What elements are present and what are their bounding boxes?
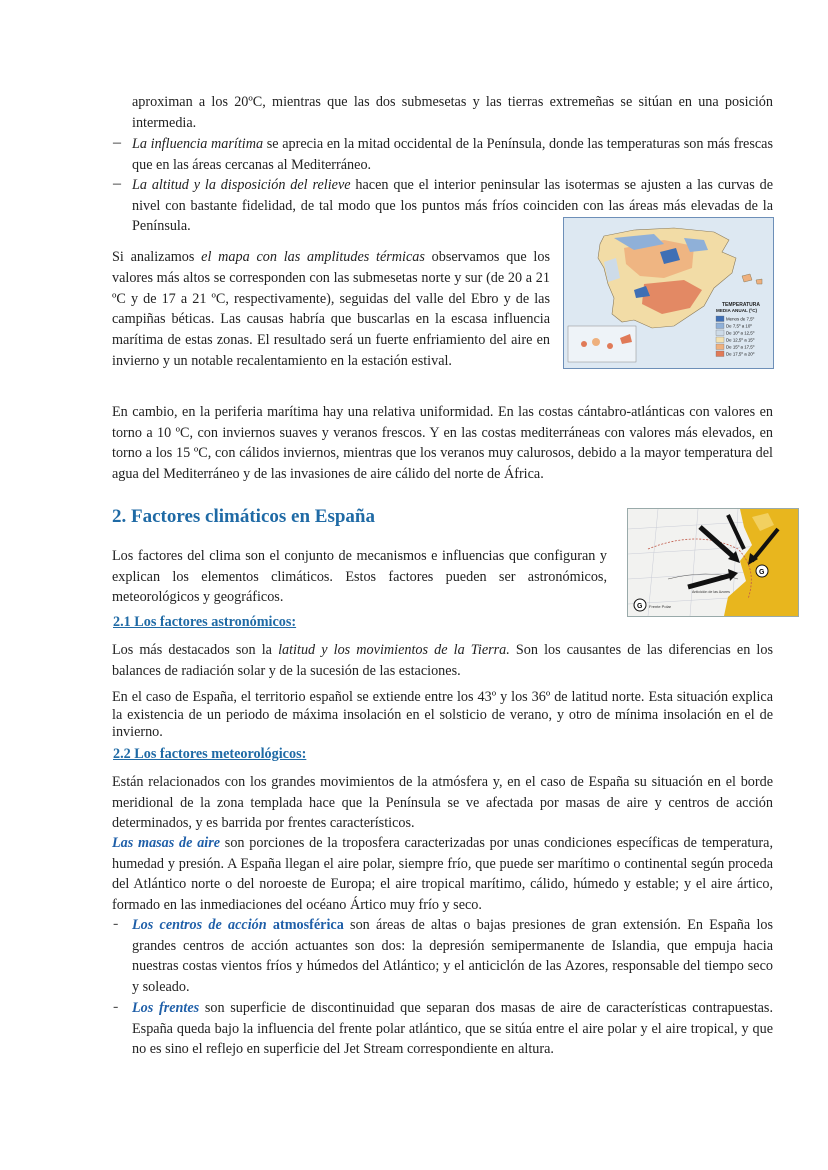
astro1-text-b: Son los causantes de las diferencias en los balances de radiación solar y de la sucesión de las estaciones. bbox=[112, 642, 773, 679]
legend-label: De 15º a 17,5º bbox=[726, 344, 755, 350]
bullet-hyphen: - bbox=[113, 998, 119, 1015]
legend-swatch bbox=[716, 323, 724, 329]
bullet-text: se aprecia en la mitad occidental de la Península, donde las temperaturas son más frescas que en las áreas cercanas al Mediterráneo. bbox=[132, 136, 773, 173]
centros-accion-term-suffix: atmosférica bbox=[266, 917, 344, 933]
masas-aire-paragraph bbox=[112, 833, 773, 915]
subheading-meteorologicos: 2.2 Los factores meteorológicos: bbox=[113, 746, 307, 762]
frentes-text: son superficie de discontinuidad que separan dos masas de aire de características contrapuestas. España queda bajo la influencia del frente polar atlántico, que se sitúa entre el aire polar y el aire tropical, y que no es sino el reflejo en superficie del Jet Stream correspondiente en altura. bbox=[132, 1000, 773, 1058]
temperature-map-figure bbox=[563, 217, 774, 369]
masas-aire-text: son porciones de la troposfera caracterizadas por unas condiciones específicas de temperatura, humedad y presión. A España llegan el aire polar, siempre frío, que puede ser marítimo o continental según proceda del Atlántico norte o del noroeste de Europa; el aire tropical marítimo, cálido, húmedo y estable; y el aire ártico, formado en las inmediaciones del océano Ártico muy frío y seco. bbox=[112, 835, 773, 913]
meteorologicos-paragraph bbox=[112, 772, 773, 834]
legend-label: Menos de 7,5º bbox=[726, 316, 755, 322]
bullet-centros-accion bbox=[113, 915, 773, 997]
legend-swatch bbox=[716, 330, 724, 336]
bullet-influencia-maritima bbox=[113, 134, 773, 175]
astro2-text: En el caso de España, el territorio español se extiende entre los 43º y los 36º de latitud norte. Esta situación explica la existencia de un periodo de máxima insolación en el solsticio de verano, y otro de mínima insolación en el de invierno. bbox=[112, 689, 773, 741]
section-heading-factores: 2. Factores climáticos en España bbox=[112, 506, 375, 527]
centros-accion-map bbox=[628, 509, 798, 616]
centros-accion-text: son áreas de altas o bajas presiones de gran extensión. En España los grandes centros de acción actuantes son dos: la depresión semipermanente de Islandia, que empuja hacia nuestras costas vientos fríos y húmedos del Atlántico; y el anticiclón de las Azores, responsable del tiempo seco y soleado. bbox=[132, 917, 774, 995]
astronomicos-paragraph-1 bbox=[112, 640, 773, 681]
fig2-marker-g: G bbox=[759, 569, 765, 576]
fig2-note: Frente Polar bbox=[649, 604, 672, 609]
legend-label: De 12,5º a 15º bbox=[726, 337, 755, 343]
factores-text: Los factores del clima son el conjunto de mecanismos e influencias que configuran y explican los elementos climáticos. Estos factores pueden ser astronómicos, meteorológicos y geográficos. bbox=[112, 548, 607, 606]
spain-temperature-map bbox=[564, 218, 773, 368]
amplitudes-emphasis: el mapa con las amplitudes térmicas bbox=[201, 249, 425, 265]
bullet-text: hacen que el interior peninsular las isotermas se ajusten a las curvas de nivel con bastante fidelidad, de tal modo que los puntos más fríos coinciden con las áreas más elevadas de la Península. bbox=[132, 177, 773, 235]
periferia-paragraph bbox=[112, 402, 773, 484]
legend-label: De 10º a 12,5º bbox=[726, 330, 755, 336]
legend-swatch bbox=[716, 337, 724, 343]
legend-label: De 7,5º a 10º bbox=[726, 323, 752, 329]
bullet-dash: – bbox=[113, 175, 121, 192]
bullet-hyphen: - bbox=[113, 915, 119, 932]
astro1-emphasis: latitud y los movimientos de la Tierra. bbox=[278, 642, 510, 658]
amplitudes-paragraph bbox=[112, 247, 550, 372]
bullet-emphasis: La influencia marítima bbox=[132, 136, 264, 152]
intro-continuation bbox=[132, 92, 773, 133]
centros-accion-term: Los centros de acción bbox=[132, 917, 267, 933]
meteo1-text: Están relacionados con los grandes movimientos de la atmósfera y, en el caso de España su situación en el borde meridional de la zona templada hace que la Península se ve afectada por masas de aire y centros de acción determinados, y es barrida por frentes característicos. bbox=[112, 774, 773, 832]
intro-continuation-text: aproximan a los 20ºC, mientras que las dos submesetas y las tierras extremeñas se sitúan en una posición intermedia. bbox=[132, 94, 773, 131]
legend-label: De 17,5º a 20º bbox=[726, 351, 755, 357]
astro1-text-a: Los más destacados son la bbox=[112, 642, 279, 658]
subheading-astronomicos: 2.1 Los factores astronómicos: bbox=[113, 614, 297, 630]
fig2-marker-g-legend: G bbox=[637, 603, 643, 610]
amplitudes-text-b: observamos que los valores más altos se corresponden con las submesetas norte y sur (de 20 a 21 ºC y de 17 a 21 ºC, respectivamente), seguidas del valle del Ebro y de las campiñas béticas. Las causas habría que buscarlas en la escasa influencia marítima de estas zonas. El resultado será un fuerte enfriamiento del aire en invierno y un notable recalentamiento en la estación estival. bbox=[112, 249, 550, 369]
map-legend-title: TEMPERATURA bbox=[722, 302, 760, 308]
legend-swatch bbox=[716, 344, 724, 350]
factores-paragraph bbox=[112, 546, 607, 608]
bullet-frentes bbox=[113, 998, 773, 1060]
fig2-label: Anticiclón de las Azores bbox=[692, 590, 730, 594]
legend-swatch bbox=[716, 351, 724, 357]
astronomicos-paragraph-2 bbox=[112, 689, 773, 742]
centros-accion-figure bbox=[627, 508, 799, 617]
map-legend-subtitle: MEDIA ANUAL (ºC) bbox=[716, 308, 758, 313]
bullet-emphasis: La altitud y la disposición del relieve bbox=[132, 177, 351, 193]
bullet-dash: – bbox=[113, 134, 121, 151]
masas-aire-term: Las masas de aire bbox=[112, 835, 221, 851]
amplitudes-text-a: Si analizamos bbox=[112, 249, 202, 265]
legend-swatch bbox=[716, 316, 724, 322]
frentes-term: Los frentes bbox=[132, 1000, 200, 1016]
periferia-text: En cambio, en la periferia marítima hay una relativa uniformidad. En las costas cántabro-atlánticas con valores en torno a 10 ºC, con inviernos suaves y veranos frescos. Y en las costas mediterráneas con valores más elevados, en torno a los 15 ºC, con cálidos inviernos, mientras que los veranos muy calurosos, debido a la mayor temperatura del agua del Mediterráneo y de las invasiones de aire cálido del norte de África. bbox=[112, 404, 773, 482]
